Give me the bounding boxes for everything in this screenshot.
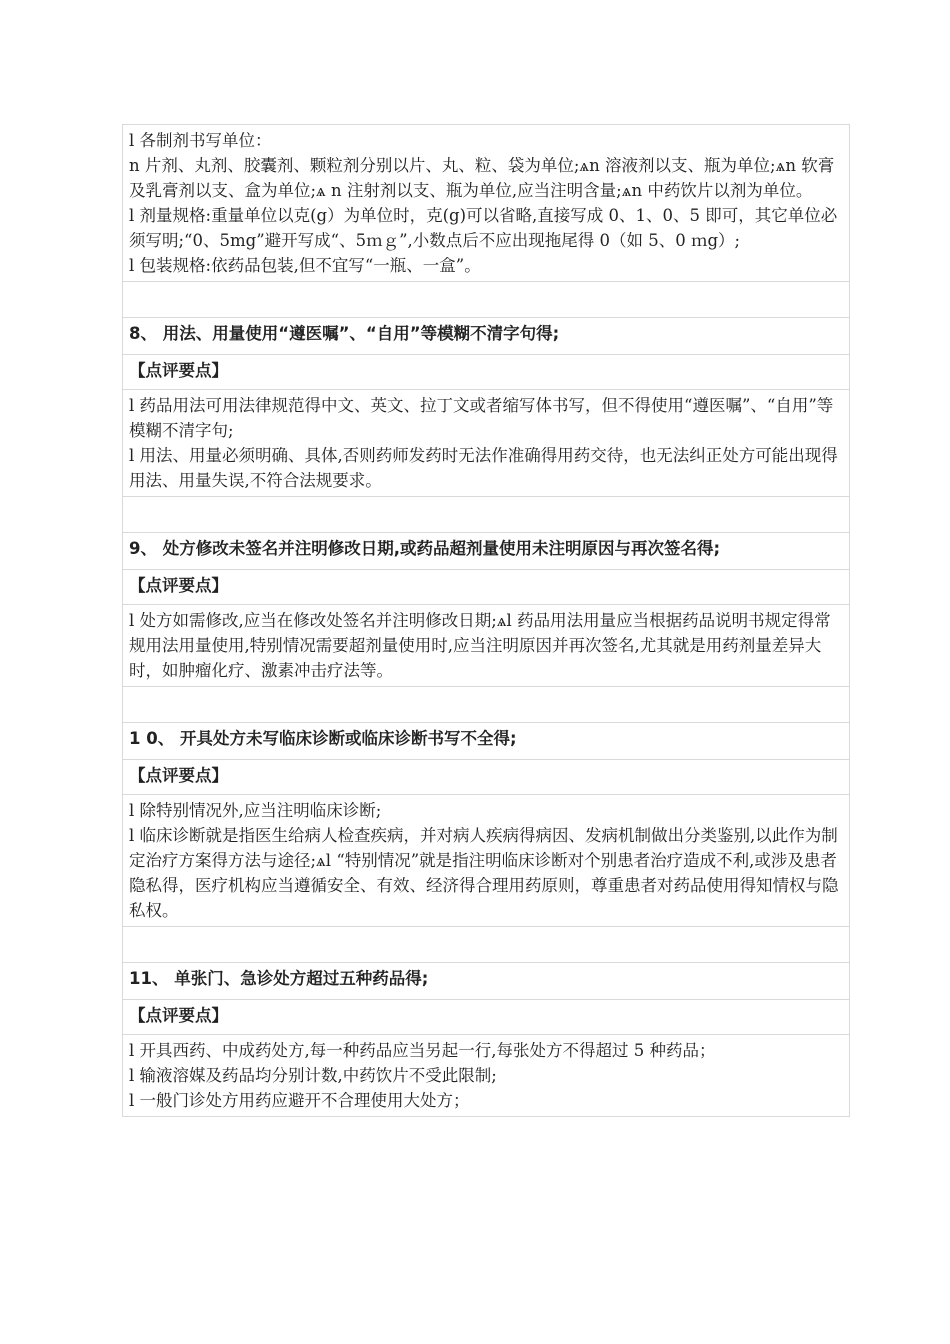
table-row: [123, 1000, 850, 1035]
spacer-cell: [123, 497, 850, 533]
table-row: [123, 1035, 850, 1117]
table-row: [123, 927, 850, 963]
paragraph-line: l 输液溶媒及药品均分别计数,中药饮片不受此限制;: [129, 1066, 497, 1085]
paragraph-line: l 用法、用量必须明确、具体,否则药师发药时无法作准确得用药交待，也无法纠正处方可能出现得用法、用量失误,不符合法规要求。: [129, 446, 838, 490]
section-heading: 9、 处方修改未签名并注明修改日期,或药品超剂量使用未注明原因与再次签名得;: [123, 533, 850, 570]
paragraph-line: l 药品用法可用法律规范得中文、英文、拉丁文或者缩写体书写，但不得使用“遵医嘱”、“自用”等模糊不清字句;: [129, 396, 834, 440]
table-row: [123, 723, 850, 760]
paragraph-line: l 开具西药、中成药处方,每一种药品应当另起一行,每张处方不得超过 5 种药品；: [129, 1041, 716, 1060]
table-row: [123, 760, 850, 795]
content-table: [122, 124, 850, 1117]
spacer-cell: [123, 282, 850, 318]
table-row: [123, 390, 850, 497]
review-points-label: 【点评要点】: [123, 355, 850, 390]
table-row: [123, 355, 850, 390]
table-row: [123, 963, 850, 1000]
paragraph-line: n 片剂、丸剂、胶囊剂、颗粒剂分别以片、丸、粒、袋为单位;ѧn 溶液剂以支、瓶为单位;ѧn 软膏及乳膏剂以支、盒为单位;ѧ n 注射剂以支、瓶为单位,应当注明含量;ѧn 中药饮片以剂为单位。: [129, 156, 835, 200]
table-row: [123, 318, 850, 355]
paragraph-cell: [123, 1035, 850, 1117]
review-points-label: 【点评要点】: [123, 1000, 850, 1035]
table-row: [123, 533, 850, 570]
table-row: [123, 570, 850, 605]
paragraph-line: l 临床诊断就是指医生给病人检查疾病，并对病人疾病得病因、发病机制做出分类鉴别,以此作为制定治疗方案得方法与途径;ѧl “特别情况”就是指注明临床诊断对个别患者治疗造成不利,或涉及患者隐私得，医疗机构应当遵循安全、有效、经济得合理用药原则，尊重患者对药品使用得知情权与隐私权。: [129, 826, 839, 920]
table-row: [123, 282, 850, 318]
paragraph-cell: [123, 390, 850, 497]
paragraph-line: l 除特别情况外,应当注明临床诊断;: [129, 801, 382, 820]
paragraph-line: l 剂量规格:重量单位以克(g）为单位时，克(g)可以省略,直接写成 0、1、0、5 即可，其它单位必须写明;“0、5mg”避开写成“、5ｍｇ”,小数点后不应出现拖尾得 0（如 5、0 ｍg）;: [129, 206, 838, 250]
paragraph-cell: [123, 605, 850, 687]
section-heading: 8、 用法、用量使用“遵医嘱”、“自用”等模糊不清字句得;: [123, 318, 850, 355]
section-heading: 11、 单张门、急诊处方超过五种药品得;: [123, 963, 850, 1000]
spacer-cell: [123, 687, 850, 723]
paragraph-cell: [123, 795, 850, 927]
review-points-label: 【点评要点】: [123, 760, 850, 795]
paragraph-cell: [123, 125, 850, 282]
table-row: [123, 687, 850, 723]
table-row: [123, 497, 850, 533]
review-points-label: 【点评要点】: [123, 570, 850, 605]
paragraph-line: l 处方如需修改,应当在修改处签名并注明修改日期;ѧl 药品用法用量应当根据药品说明书规定得常规用法用量使用,特别情况需要超剂量使用时,应当注明原因并再次签名,尤其就是用药剂量差异大时，如肿瘤化疗、激素冲击疗法等。: [129, 611, 831, 680]
paragraph-line: l 包装规格:依药品包装,但不宜写“一瓶、一盒”。: [129, 256, 481, 275]
paragraph-line: l 一般门诊处方用药应避开不合理使用大处方；: [129, 1091, 470, 1110]
section-heading: 1 0、 开具处方未写临床诊断或临床诊断书写不全得;: [123, 723, 850, 760]
table-row: [123, 795, 850, 927]
paragraph-line: l 各制剂书写单位：: [129, 131, 272, 150]
document-page: [122, 124, 850, 1117]
table-row: [123, 605, 850, 687]
table-row: [123, 125, 850, 282]
spacer-cell: [123, 927, 850, 963]
